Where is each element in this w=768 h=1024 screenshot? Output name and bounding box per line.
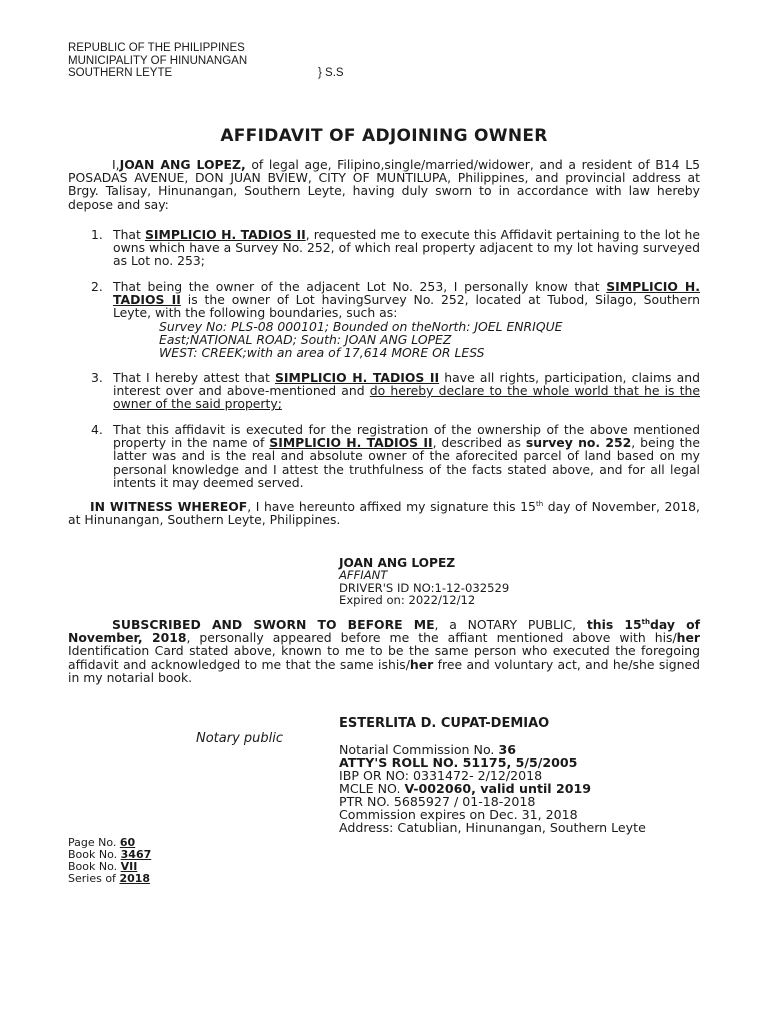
witness-paragraph <box>68 500 700 526</box>
owner-name: SIMPLICIO H. TADIOS II <box>269 435 433 451</box>
jurat-text: , a NOTARY PUBLIC, <box>434 617 587 632</box>
item-text: is the owner of Lot havingSurvey No. 252, located at Tubod, Silago, Southern Leyte, with the following boundaries, such as: <box>113 292 700 321</box>
notary-address: Address: Catublian, Hinunangan, Southern Leyte <box>339 820 646 835</box>
jurat-text: Identification Card stated above, known to me to be the same person who executed the foregoing affidavit and acknowledged to me that the same ishis/ <box>68 643 700 672</box>
witness-text: , I have hereunto affixed my signature this 15 <box>247 499 536 514</box>
notary-expiry: Commission expires on Dec. 31, 2018 <box>339 807 578 822</box>
item-text: That I hereby attest that <box>113 370 275 385</box>
owner-name: SIMPLICIO H. TADIOS II <box>275 370 440 385</box>
book-no-2-value: VII <box>120 860 138 873</box>
intro-paragraph <box>68 158 700 211</box>
jurat-day: this 15 <box>586 617 642 632</box>
jurat-date: day of November, 2018 <box>68 617 700 646</box>
ordinal-suffix: th <box>535 500 544 508</box>
notary-roll: ATTY'S ROLL NO. 51175, 5/5/2005 <box>339 755 578 770</box>
commission-number: 36 <box>498 742 516 757</box>
item-text: That <box>113 227 145 242</box>
item-number: 3. <box>91 370 103 385</box>
series <box>68 873 151 885</box>
commission-label: Notarial Commission No. <box>339 742 499 757</box>
intro-text: of legal age, Filipino,single/married/widower, and a resident of B14 L5 POSADAS AVENUE, DON JUAN BVIEW, CITY OF MUNTILUPA, Philippines, and provincial address at Brgy. Talisay, Hinunangan, Southern Leyte, having duly sworn to in accordance with law hereby depose and say: <box>68 157 700 212</box>
list-item-1 <box>91 227 701 269</box>
header-ss: } S.S <box>318 67 344 79</box>
jurat-her: her <box>409 656 434 672</box>
item-number: 2. <box>91 279 103 294</box>
series-value: 2018 <box>119 872 151 885</box>
affiant-id-expiry: Expired on: 2022/12/12 <box>339 593 476 608</box>
item-text: , described as <box>432 435 526 451</box>
list-item-3 <box>91 370 700 412</box>
document-header <box>68 42 344 80</box>
item-text: That this affidavit is executed for the registration of the ownership of the above mentioned property in the name of <box>113 422 700 451</box>
affiant-role: AFFIANT <box>339 568 388 583</box>
witness-lead: IN WITNESS WHEREOF <box>90 499 248 514</box>
boundary-line-3: WEST: CREEK;with an area of 17,614 MORE OR LESS <box>159 345 485 361</box>
declaration-text: do hereby declare to the whole world that he is the owner of the said property; <box>113 383 700 412</box>
affiant-signature-block <box>339 557 509 607</box>
series-label: Series of <box>68 872 120 885</box>
boundary-line-1: Survey No: PLS-08 000101; Bounded on theNorth: JOEL ENRIQUE <box>159 318 563 334</box>
item-text: have all rights, participation, claims and interest over and above-mentioned and <box>113 370 700 399</box>
mcle-number: V-002060, valid until 2019 <box>404 781 592 796</box>
item-text: , being the latter was and is the real and absolute owner of the aforecited parcel of land based on my personal knowledge and I attest the truthfulness of the facts stated above, and for all legal intents it may deemed served. <box>113 435 701 490</box>
item-number: 4. <box>91 422 103 437</box>
notary-ptr: PTR NO. 5685927 / 01-18-2018 <box>339 794 536 809</box>
list-item-2 <box>91 279 700 361</box>
book-no-label: Book No. <box>68 848 121 861</box>
jurat-text: free and voluntary act, and he/she signed in my notarial book. <box>68 656 700 685</box>
page-no-value: 60 <box>119 836 136 849</box>
item-text: That being the owner of the adjacent Lot No. 253, I personally know that <box>113 279 607 294</box>
jurat-text: , personally appeared before me the affiant mentioned above with his/ <box>186 630 677 646</box>
header-province: SOUTHERN LEYTE <box>68 67 173 79</box>
header-municipality: MUNICIPALITY OF HINUNANGAN <box>68 54 248 67</box>
item-number: 1. <box>91 227 103 242</box>
book-no-value: 3467 <box>120 848 152 861</box>
page-title: AFFIDAVIT OF ADJOINING OWNER <box>220 126 548 146</box>
intro-prefix: I, <box>112 157 120 172</box>
notary-ibp: IBP OR NO: 0331472- 2/12/2018 <box>339 768 543 783</box>
ordinal-suffix: th <box>641 618 650 626</box>
list-item-4 <box>91 422 701 490</box>
affiant-id: DRIVER'S ID NO:1-12-032529 <box>339 580 510 595</box>
boundary-line-2: East;NATIONAL ROAD; South: JOAN ANG LOPEZ <box>159 331 452 347</box>
owner-name: SIMPLICIO H. TADIOS II <box>144 227 306 242</box>
page-no-label: Page No. <box>68 836 120 849</box>
notarial-book-info <box>68 837 151 885</box>
jurat-her: her <box>676 630 701 646</box>
owner-name: SIMPLICIO H. TADIOS II <box>113 279 700 308</box>
survey-number: survey no. 252 <box>525 435 632 451</box>
header-republic: REPUBLIC OF THE PHILIPPINES <box>68 42 245 54</box>
affiant-name: JOAN ANG LOPEZ <box>339 556 456 570</box>
mcle-label: MCLE NO. <box>339 781 405 796</box>
notary-name: ESTERLITA D. CUPAT-DEMIAO <box>339 716 550 731</box>
item-text: , requested me to execute this Affidavit pertaining to the lot he owns which have a Survey No. 252, of which real property adjacent to my lot having surveyed as Lot no. 253; <box>113 227 701 269</box>
jurat-paragraph <box>68 618 700 684</box>
witness-text: day of November, 2018, at Hinunangan, Southern Leyte, Philippines. <box>68 499 700 528</box>
book-no-2-label: Book No. <box>68 860 121 873</box>
notary-block <box>339 717 646 834</box>
affiant-name-inline: JOAN ANG LOPEZ, <box>119 157 246 172</box>
jurat-lead: SUBSCRIBED AND SWORN TO BEFORE ME <box>112 617 435 632</box>
notary-public-label: Notary public <box>196 731 284 746</box>
